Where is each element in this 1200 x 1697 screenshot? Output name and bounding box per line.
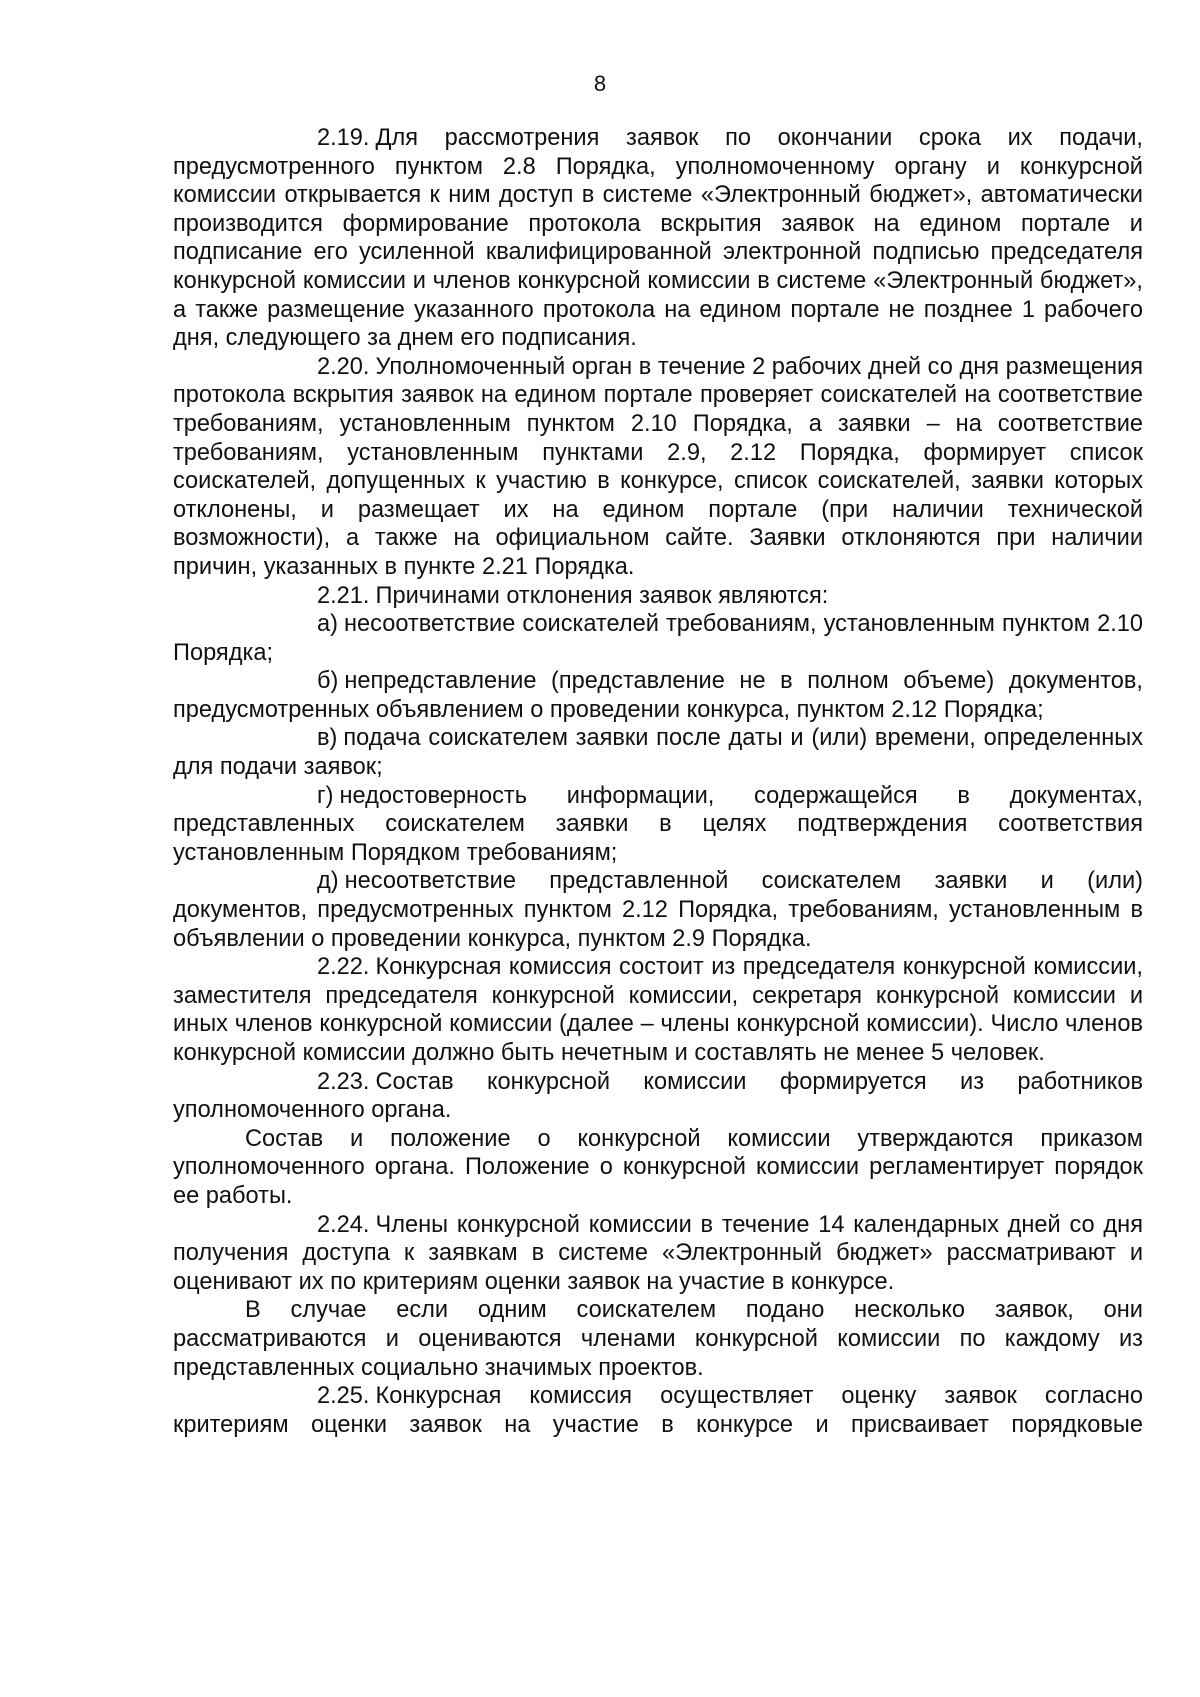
paragraph-2-21 [173,582,1143,611]
list-marker: г) [317,782,334,809]
paragraph-2-20 [173,353,1143,582]
document-body [173,124,1143,1439]
paragraph-2-19 [173,124,1143,353]
paragraph-text: В случае если одним соискателем подано несколько заявок, они рассматриваются и оцениваются членами конкурсной комиссии по каждому из представленных социально значимых проектов. [173,1297,1143,1381]
paragraph-text: Причинами отклонения заявок являются: [375,582,829,609]
list-item-text: несоответствие соискателей требованиям, установленным пунктом 2.10 Порядка; [173,611,1143,666]
paragraph-text: Конкурсная комиссия осуществляет оценку заявок согласно критериям оценки заявок на участие в конкурсе и присваивает порядковые [173,1383,1143,1438]
list-item-g [173,782,1143,868]
paragraph-text: Члены конкурсной комиссии в течение 14 календарных дней со дня получения доступа к заявкам в системе «Электронный бюджет» рассматривают и оценивают их по критериям оценки заявок на участие в конкурсе. [173,1211,1143,1295]
paragraph-text: Для рассмотрения заявок по окончании срока их подачи, предусмотренного пунктом 2.8 Порядка, уполномоченному органу и конкурсной комиссии открывается к ним доступ в системе «Электронный бюджет», автоматически производится формирование протокола вскрытия заявок на едином портале и подписание его усиленной квалифицированной электронной подписью председателя конкурсной комиссии и членов конкурсной комиссии в системе «Электронный бюджет», а также размещение указанного протокола на едином портале не позднее 1 рабочего дня, следующего за днем его подписания. [173,125,1143,352]
paragraph-2-24-continued [173,1296,1143,1382]
list-item-text: подача соискателем заявки после даты и (или) времени, определенных для подачи заявок; [173,725,1143,781]
list-marker: а) [317,611,338,638]
clause-number: 2.22. [317,954,370,981]
list-item-d [173,867,1143,953]
paragraph-text: Конкурсная комиссия состоит из председателя конкурсной комиссии, заместителя председателя конкурсной комиссии, секретаря конкурсной комиссии и иных членов конкурсной комиссии (далее – члены конкурсной комиссии). Число членов конкурсной комиссии должно быть нечетным и составлять не менее 5 человек. [173,954,1143,1066]
list-item-v [173,724,1143,781]
list-item-text: недостоверность информации, содержащейся в документах, представленных соискателем заявки в целях подтверждения соответствия установленным Порядком требованиям; [173,782,1143,866]
list-item-text: несоответствие представленной соискателем заявки и (или) документов, предусмотренных пунктом 2.12 Порядка, требованиям, установленным в объявлении о проведении конкурса, пунктом 2.9 Порядка. [173,868,1143,952]
clause-number: 2.23. [317,1068,370,1095]
paragraph-text: Уполномоченный орган в течение 2 рабочих дней со дня размещения протокола вскрытия заявок на едином портале проверяет соискателей на соответствие требованиям, установленным пунктом 2.10 Порядка, а заявки – на соответствие требованиям, установленным пунктами 2.9, 2.12 Порядка, формирует список соискателей, допущенных к участию в конкурсе, список соискателей, заявки которых отклонены, и размещает их на едином портале (при наличии технической возможности), а также на официальном сайте. Заявки отклоняются при наличии причин, указанных в пункте 2.21 Порядка. [173,353,1143,580]
clause-number: 2.24. [317,1211,370,1238]
list-item-b [173,667,1143,724]
paragraph-2-23 [173,1068,1143,1125]
paragraph-2-25 [173,1382,1143,1439]
paragraph-text: Состав и положение о конкурсной комиссии утверждаются приказом уполномоченного органа. Положение о конкурсной комиссии регламентирует порядок ее работы. [173,1125,1143,1209]
clause-number: 2.21. [317,582,370,609]
clause-number: 2.19. [317,125,370,151]
list-item-text: непредставление (представление не в полном объеме) документов, предусмотренных объявлением о проведении конкурса, пунктом 2.12 Порядка; [173,668,1143,723]
list-item-a [173,610,1143,667]
list-marker: д) [317,868,339,895]
list-marker: б) [317,668,339,695]
list-marker: в) [317,725,338,752]
paragraph-2-24 [173,1211,1143,1297]
clause-number: 2.25. [317,1383,370,1410]
clause-number: 2.20. [317,353,370,380]
page-number: 8 [593,71,607,96]
paragraph-2-23-continued [173,1125,1143,1211]
paragraph-2-22 [173,953,1143,1067]
paragraph-text: Состав конкурсной комиссии формируется из работников уполномоченного органа. [173,1068,1143,1124]
